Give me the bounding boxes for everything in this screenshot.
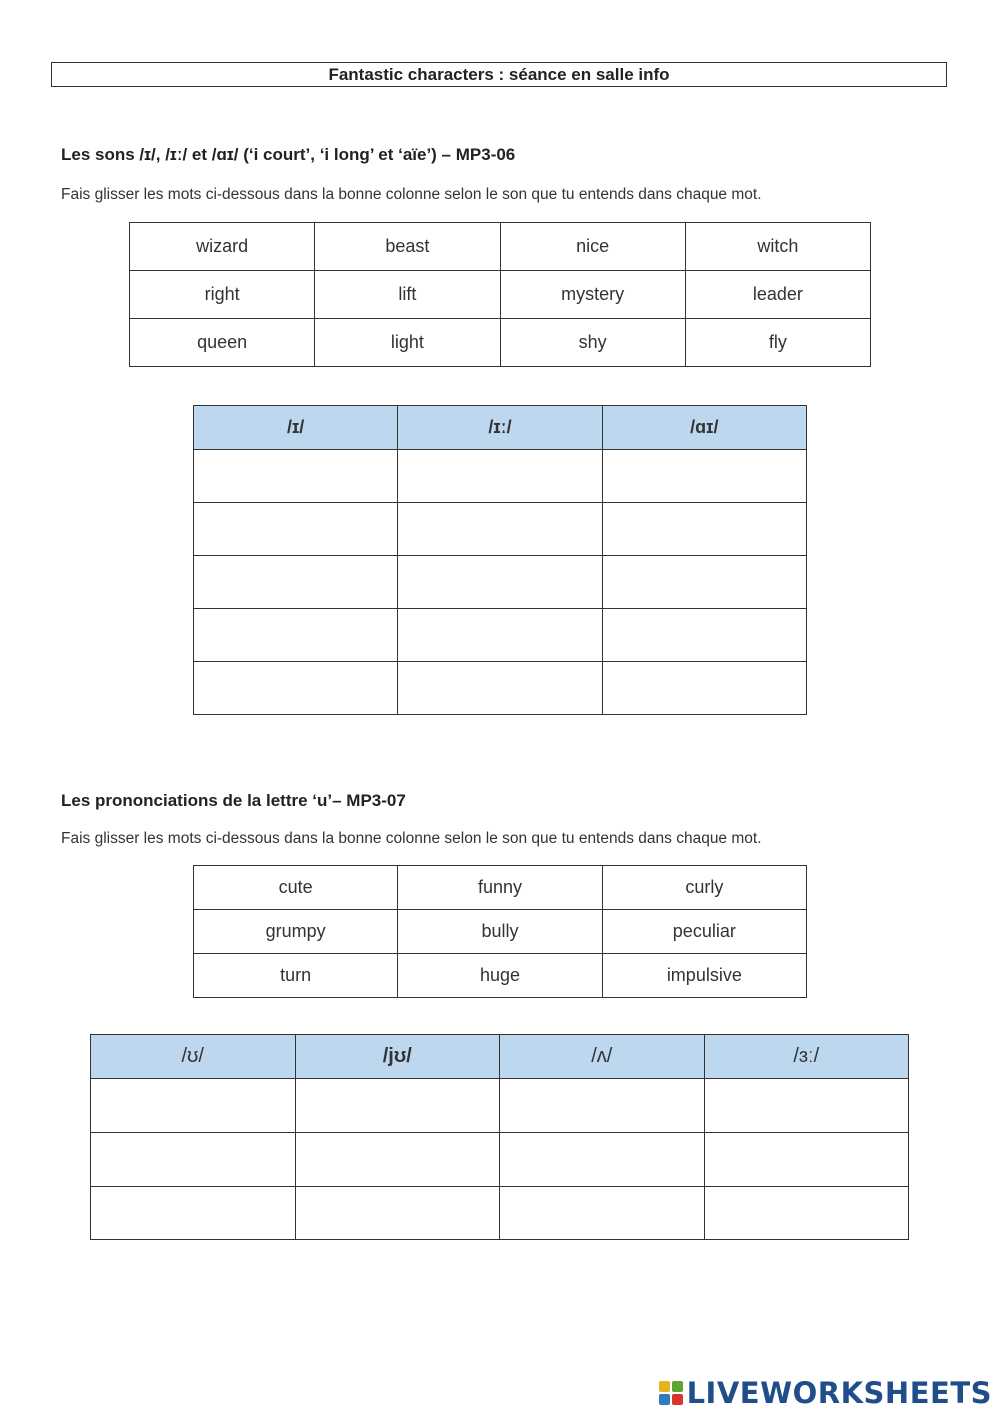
logo-mark-icon (659, 1381, 683, 1405)
drop-cell[interactable] (704, 1187, 909, 1240)
word-bank-2 (193, 865, 807, 998)
word-tile[interactable]: wizard (130, 223, 315, 271)
word-tile[interactable]: right (130, 271, 315, 319)
drop-cell[interactable] (500, 1133, 705, 1187)
drop-cell[interactable] (500, 1187, 705, 1240)
word-tile[interactable]: beast (315, 223, 500, 271)
drop-cell[interactable] (194, 503, 398, 556)
drop-cell[interactable] (91, 1079, 296, 1133)
drop-cell[interactable] (602, 503, 806, 556)
section1-heading: Les sons /ɪ/, /ɪː/ et /ɑɪ/ (‘i court’, ‘i long’ et ‘aïe’) – MP3-06 (61, 145, 516, 164)
drop-cell[interactable] (602, 556, 806, 609)
section2-heading: Les prononciations de la lettre ‘u’– MP3-07 (61, 791, 406, 810)
word-tile[interactable]: witch (685, 223, 870, 271)
column-header: /jʊ/ (295, 1035, 500, 1079)
word-bank-1 (129, 222, 871, 367)
drop-cell[interactable] (704, 1133, 909, 1187)
page-title: Fantastic characters : séance en salle info (51, 62, 947, 87)
drop-cell[interactable] (295, 1079, 500, 1133)
word-tile[interactable]: bully (398, 910, 602, 954)
word-tile[interactable]: turn (194, 954, 398, 998)
logo-square (672, 1394, 683, 1405)
word-tile[interactable]: funny (398, 866, 602, 910)
word-tile[interactable]: shy (500, 319, 685, 367)
drop-cell[interactable] (398, 450, 602, 503)
word-tile[interactable]: grumpy (194, 910, 398, 954)
drop-cell[interactable] (398, 609, 602, 662)
word-tile[interactable]: huge (398, 954, 602, 998)
word-tile[interactable]: peculiar (602, 910, 806, 954)
column-header: /ɑɪ/ (602, 406, 806, 450)
logo-square (672, 1381, 683, 1392)
word-tile[interactable]: queen (130, 319, 315, 367)
logo-square (659, 1394, 670, 1405)
drop-cell[interactable] (602, 450, 806, 503)
drop-cell[interactable] (398, 503, 602, 556)
drop-cell[interactable] (194, 662, 398, 715)
drop-cell[interactable] (194, 609, 398, 662)
column-header: /ɪː/ (398, 406, 602, 450)
word-tile[interactable]: mystery (500, 271, 685, 319)
sorting-table-1 (193, 405, 807, 715)
drop-cell[interactable] (500, 1079, 705, 1133)
drop-cell[interactable] (91, 1133, 296, 1187)
drop-cell[interactable] (295, 1133, 500, 1187)
word-tile[interactable]: lift (315, 271, 500, 319)
word-tile[interactable]: leader (685, 271, 870, 319)
column-header: /ʊ/ (91, 1035, 296, 1079)
logo-text: LIVEWORKSHEETS (686, 1376, 992, 1410)
drop-cell[interactable] (602, 662, 806, 715)
word-tile[interactable]: fly (685, 319, 870, 367)
sorting-table-2 (90, 1034, 909, 1240)
column-header: /ɜː/ (704, 1035, 909, 1079)
section1-instruction: Fais glisser les mots ci-dessous dans la bonne colonne selon le son que tu entends dans chaque mot. (61, 186, 762, 203)
column-header: /ʌ/ (500, 1035, 705, 1079)
column-header: /ɪ/ (194, 406, 398, 450)
section2-instruction: Fais glisser les mots ci-dessous dans la bonne colonne selon le son que tu entends dans chaque mot. (61, 830, 762, 847)
liveworksheets-logo (659, 1376, 992, 1410)
word-tile[interactable]: cute (194, 866, 398, 910)
drop-cell[interactable] (194, 556, 398, 609)
drop-cell[interactable] (91, 1187, 296, 1240)
drop-cell[interactable] (602, 609, 806, 662)
drop-cell[interactable] (398, 556, 602, 609)
word-tile[interactable]: curly (602, 866, 806, 910)
logo-square (659, 1381, 670, 1392)
drop-cell[interactable] (398, 662, 602, 715)
drop-cell[interactable] (295, 1187, 500, 1240)
drop-cell[interactable] (194, 450, 398, 503)
word-tile[interactable]: nice (500, 223, 685, 271)
word-tile[interactable]: impulsive (602, 954, 806, 998)
word-tile[interactable]: light (315, 319, 500, 367)
drop-cell[interactable] (704, 1079, 909, 1133)
